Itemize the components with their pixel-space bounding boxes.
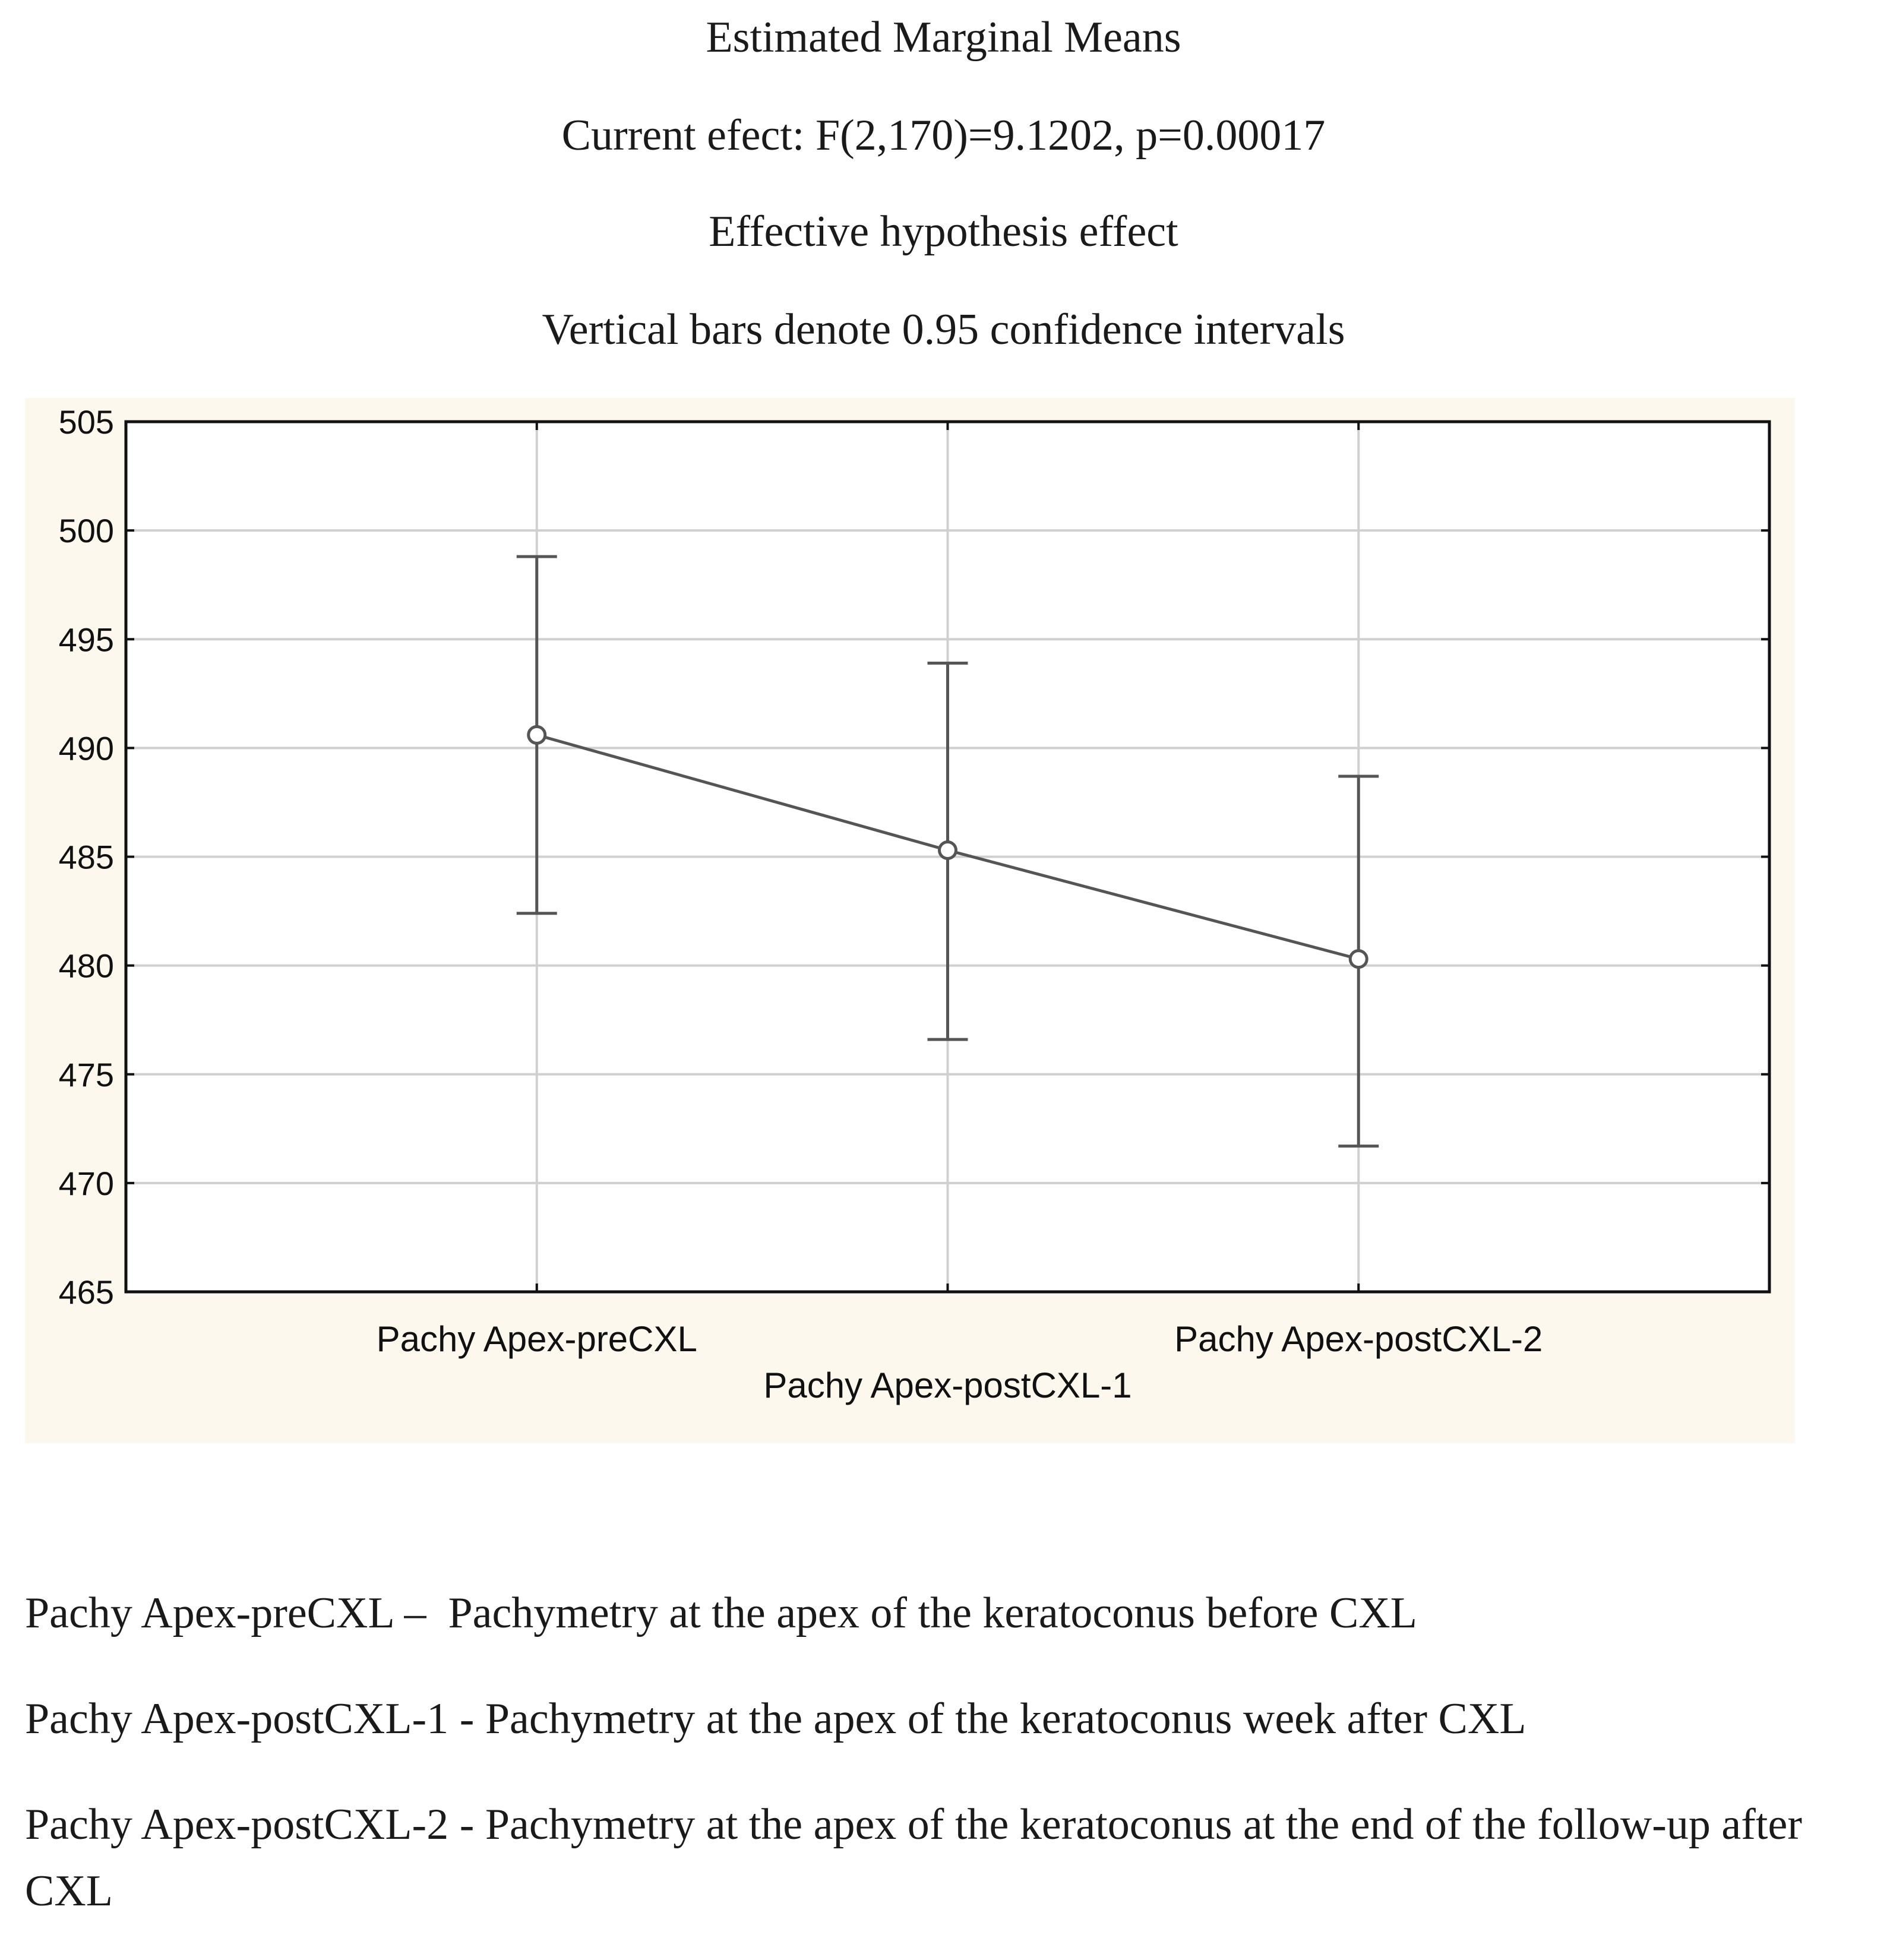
y-tick-label: 475 — [58, 1055, 114, 1093]
y-tick-label: 505 — [58, 403, 114, 441]
footnote-separator: - — [448, 1800, 485, 1849]
footnote-postCXL-2 — [25, 1791, 1860, 1924]
y-tick-label: 500 — [58, 512, 114, 550]
chart-title: Estimated Marginal Means — [706, 13, 1181, 62]
footnote-term: Pachy Apex-postCXL-1 — [25, 1695, 449, 1743]
footnote-list — [25, 1580, 1860, 1924]
y-tick-label: 485 — [58, 838, 114, 876]
footnote-separator: - — [448, 1695, 485, 1743]
footnote-separator: – — [393, 1589, 448, 1637]
footnote-text: Pachymetry at the apex of the keratoconus at the end of the follow-up after CXL — [25, 1800, 1802, 1915]
footnote-preCXL — [25, 1580, 1860, 1646]
y-tick-label: 465 — [58, 1273, 114, 1311]
mean-point — [1350, 951, 1367, 968]
y-tick-label: 470 — [58, 1164, 114, 1202]
x-tick-label: Pachy Apex-postCXL-2 — [1174, 1319, 1543, 1359]
footnote-term: Pachy Apex-postCXL-2 — [25, 1800, 449, 1849]
footnote-postCXL-1 — [25, 1686, 1860, 1752]
effect-statistic: Current efect: F(2,170)=9.1202, p=0.00017 — [561, 111, 1326, 160]
y-tick-label: 490 — [58, 729, 114, 767]
chart-panel — [25, 398, 1795, 1443]
y-tick-label: 480 — [58, 947, 114, 985]
mean-point — [940, 842, 956, 859]
mean-point — [529, 726, 545, 743]
means-plot — [25, 398, 1795, 1443]
footnote-term: Pachy Apex-preCXL — [25, 1589, 393, 1637]
footnote-text: Pachymetry at the apex of the keratoconus week after CXL — [485, 1695, 1526, 1743]
confidence-note: Vertical bars denote 0.95 confidence intervals — [542, 305, 1345, 354]
y-tick-label: 495 — [58, 621, 114, 659]
hypothesis-note: Effective hypothesis effect — [709, 207, 1178, 256]
x-tick-label: Pachy Apex-postCXL-1 — [763, 1365, 1132, 1405]
x-tick-label: Pachy Apex-preCXL — [376, 1319, 697, 1359]
footnote-text: Pachymetry at the apex of the keratoconus before CXL — [448, 1589, 1417, 1637]
